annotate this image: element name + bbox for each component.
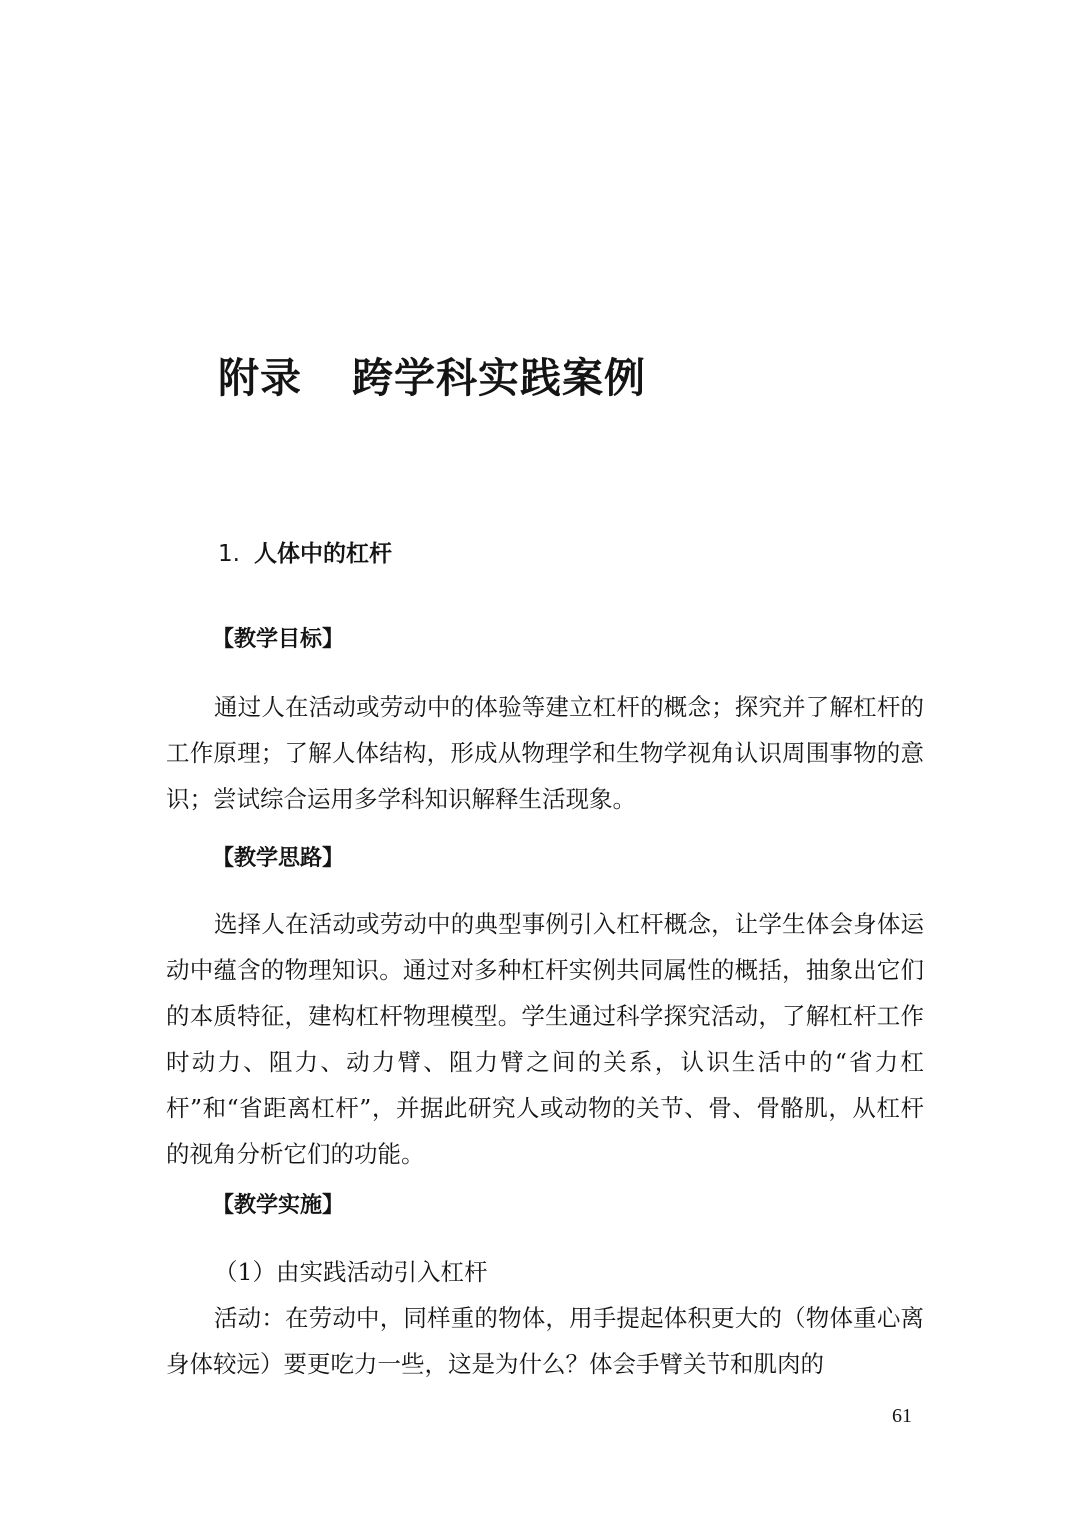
approach-label: 【教学思路】 [212, 846, 345, 871]
section-heading [218, 538, 392, 570]
objectives-label: 【教学目标】 [212, 627, 345, 652]
section-number: 1. [218, 541, 240, 567]
approach-paragraph: 选择人在活动或劳动中的典型事例引入杠杆概念，让学生体会身体运动中蕴含的物理知识。通过对多种杠杆实例共同属性的概括，抽象出它们的本质特征，建构杠杆物理模型。学生通过科学探究活动，了解杠杆工作时动力、阻力、动力臂、阻力臂之间的关系，认识生活中的“省力杠杆”和“省距离杠杆”，并据此研究人或动物的关节、骨、骨骼肌，从杠杆的视角分析它们的功能。 [166, 910, 924, 1168]
page-number: 61 [892, 1405, 912, 1427]
page-title [218, 352, 646, 404]
section-title: 人体中的杠杆 [253, 541, 392, 567]
implementation-label: 【教学实施】 [212, 1193, 345, 1218]
implementation-step-1: （1）由实践活动引入杠杆 [214, 1258, 488, 1286]
title-appendix: 附录 [218, 354, 302, 402]
objectives-paragraph: 通过人在活动或劳动中的体验等建立杠杆的概念；探究并了解杠杆的工作原理；了解人体结构，形成从物理学和生物学视角认识周围事物的意识；尝试综合运用多学科知识解释生活现象。 [166, 693, 924, 813]
activity-paragraph: 活动：在劳动中，同样重的物体，用手提起体积更大的（物体重心离身体较远）要更吃力一些，这是为什么？体会手臂关节和肌肉的 [166, 1304, 924, 1378]
title-main: 跨学科实践案例 [352, 354, 646, 402]
